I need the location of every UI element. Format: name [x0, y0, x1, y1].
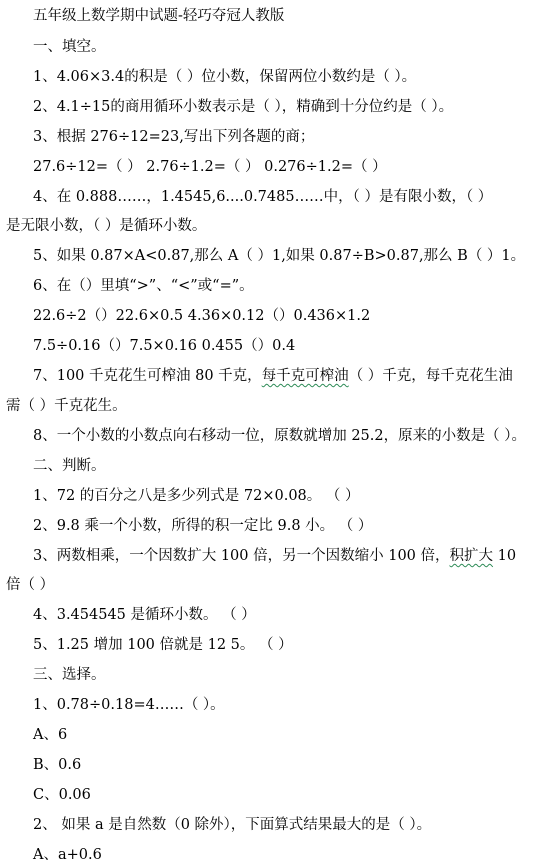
fill-question-3-sub: 27.6÷12=（ ） 2.76÷1.2=（ ） 0.276÷1.2=（ ）	[33, 159, 387, 175]
fill-question-7-underlined: 每千克可榨油	[261, 368, 349, 384]
judge-question-3-part-2: 10	[493, 548, 517, 564]
section-fill-heading: 一、填空。	[33, 39, 106, 55]
section-choose-heading: 三、选择。	[33, 667, 106, 683]
choose-question-1-option-c: C、0.06	[33, 787, 91, 803]
judge-question-3-line-2: 倍（ ）	[6, 577, 55, 593]
judge-question-3-underlined: 积扩大	[449, 548, 494, 564]
choose-question-1: 1、0.78÷0.18=4……（ ）。	[33, 697, 225, 713]
fill-question-1: 1、4.06×3.4的积是（ ）位小数，保留两位小数约是（ ）。	[33, 69, 417, 85]
fill-question-6: 6、在（）里填“>”、“<”或“=”。	[33, 278, 254, 294]
fill-question-5: 5、如果 0.87×A<0.87,那么 A（ ）1,如果 0.87÷B>0.87,那么 B（ ）1。	[33, 248, 526, 264]
fill-question-7-part-2: （ ）千克，每千克花生油	[348, 368, 513, 384]
worksheet-title: 五年级上数学期中试题-轻巧夺冠人教版	[33, 8, 285, 24]
fill-question-4-line-1: 4、在 0.888……，1.4545,6....0.7485……中，（ ）是有限小数，（ ）	[33, 189, 493, 205]
fill-question-6-sub-2: 7.5÷0.16（）7.5×0.16 0.455（）0.4	[33, 338, 296, 354]
fill-question-4-line-2: 是无限小数，（ ）是循环小数。	[6, 218, 207, 234]
fill-question-8: 8、一个小数的小数点向右移动一位，原数就增加 25.2，原来的小数是（ ）。	[33, 428, 526, 444]
choose-question-2-option-a: A、a+0.6	[33, 847, 102, 863]
judge-question-1: 1、72 的百分之八是多少列式是 72×0.08。 （ ）	[33, 488, 360, 504]
fill-question-7-line-1	[33, 366, 513, 386]
fill-question-3: 3、根据 276÷12=23,写出下列各题的商；	[33, 129, 315, 145]
judge-question-4: 4、3.454545 是循环小数。 （ ）	[33, 607, 256, 623]
judge-question-3-part-1: 3、两数相乘，一个因数扩大 100 倍，另一个因数缩小 100 倍，	[33, 548, 450, 564]
fill-question-7-part-1: 7、100 千克花生可榨油 80 千克，	[33, 368, 262, 384]
fill-question-6-sub-1: 22.6÷2（）22.6×0.5 4.36×0.12（）0.436×1.2	[33, 308, 371, 324]
fill-question-7-line-2: 需（ ）千克花生。	[6, 398, 127, 414]
judge-question-5: 5、1.25 增加 100 倍就是 12 5。 （ ）	[33, 637, 293, 653]
judge-question-3-line-1	[33, 546, 516, 566]
section-judge-heading: 二、判断。	[33, 458, 106, 474]
judge-question-2: 2、9.8 乘一个小数，所得的积一定比 9.8 小。 （ ）	[33, 518, 373, 534]
fill-question-2: 2、4.1÷15的商用循环小数表示是（ ），精确到十分位约是（ ）。	[33, 99, 454, 115]
choose-question-1-option-b: B、0.6	[33, 757, 82, 773]
choose-question-2: 2、 如果 a 是自然数（0 除外），下面算式结果最大的是（ ）。	[33, 817, 432, 833]
choose-question-1-option-a: A、6	[33, 727, 68, 743]
